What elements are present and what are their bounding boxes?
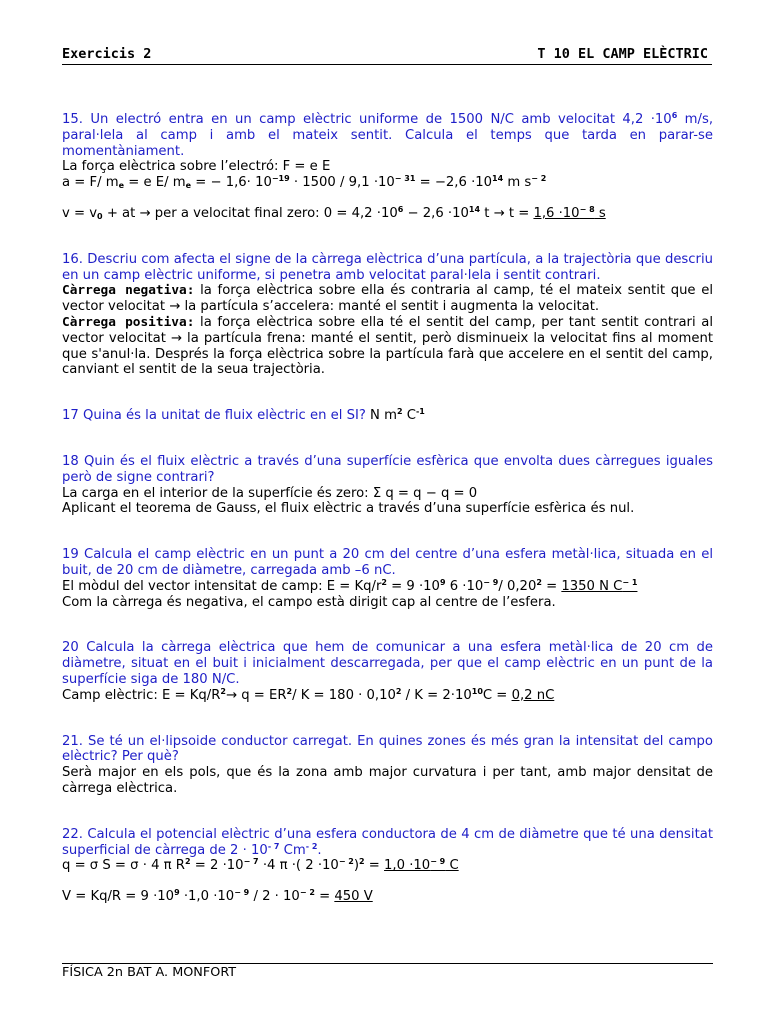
exercise-18 [62, 454, 713, 517]
exercise-20-result: 0,2 nC [511, 687, 555, 703]
exercise-19-answer-field: El mòdul del vector intensitat de camp: $E = Kq/r^2 = 9 \cdot 10^9$ $6 \cdot 10^{- 9}/$ $0,20^2 = 1350$ N $C^{- 1}$ [62, 577, 638, 594]
positive-charge-label: Càrrega positiva: [62, 314, 195, 330]
exercise-15-answer-force: La força elèctrica sobre l’electró: F = e E [62, 159, 331, 175]
exercise-16-question: 16. Descriu com afecta el signe de la càrrega elèctrica d’una partícula, a la trajectòria que descriu en un camp elèctric uniforme, si penetra amb velocitat paral·lela i sentit contrari. [62, 251, 713, 283]
exercise-19 [62, 547, 713, 610]
exercise-20 [62, 640, 713, 703]
exercise-22-potential-result: 450 V [334, 889, 373, 905]
exercise-16 [62, 252, 713, 378]
page-header [62, 47, 712, 65]
exercise-22-answer-charge: q = σ S = σ · 4 π $R^2 = 2 \cdot 10^{- 7} \cdot 4$ π ·( $2 \cdot 10^{- 2})^2 = 1,0 \cdot 10^{- 9}$ C [62, 857, 459, 874]
exercise-15-question: 15. Un electró entra en un camp elèctric uniforme de 1500 N/C amb velocitat $4,2 \cdot 10^6$ m/s, paral·lela al camp i amb el mateix sentit. Calcula el temps que tarda en parar-se momentàniament. [62, 111, 714, 159]
exercise-19-answer-direction: Com la càrrega és negativa, el campo està dirigit cap al centre de l’esfera. [62, 594, 556, 610]
page-footer [62, 963, 713, 981]
document-content [62, 112, 713, 935]
exercise-17-question: 17 Quina és la unitat de fluix elèctric en el SI? [62, 408, 366, 424]
exercise-22-answer-potential: $V = Kq/R = 9 \cdot 10^9 \cdot 1,0 \cdot 10^{- 9} / 2 \cdot 10^{- 2} = 450$ V [62, 888, 373, 905]
exercise-21-answer: Serà major en els pols, que és la zona amb major curvatura i per tant, amb major densitat de càrrega elèctrica. [62, 765, 713, 796]
header-unit-title: T 10 EL CAMP ELÈCTRIC [537, 46, 708, 62]
exercise-17 [62, 408, 713, 424]
exercise-19-result: 1350 N $C^{- 1}$ [561, 577, 638, 594]
exercise-18-question: 18 Quin és el fluix elèctric a través d’una superfície esfèrica que envolta dues càrregues iguales però de signe contrari? [62, 453, 713, 485]
exercise-16-answer-positive: Càrrega positiva: la força elèctrica sobre ella té el sentit del camp, per tant sentit contrari al vector velocitat → la partícula frena: manté el sentit, però disminueix la velocitat fins al moment que s'anul·la. Després la força elèctrica sobre la partícula farà que accelere en el sentit del camp, canviant el sentit de la seua trajectòria. [62, 314, 713, 378]
header-exercises-title: Exercicis 2 [62, 46, 152, 62]
exercise-20-answer: Camp elèctric: $E = Kq/R^2\to q = ER^2/$ $K = 180 \cdot 0,10^2 / K = 2\cdot 10^{10}C = 0,2$ nC [62, 686, 555, 703]
exercise-17-answer: N $m^2$ $C^{-1}$ [365, 407, 425, 424]
exercise-21 [62, 734, 713, 797]
exercise-22 [62, 827, 713, 905]
exercise-15-answer-time: $v = v_0$ + at → per a velocitat final zero: $0 = 4,2 \cdot 10^6 - 2,6 \cdot 10^{14}$ $t \to t = 1,6 \cdot 10^{- 8}$ s [62, 204, 606, 221]
exercise-22-charge-result: $1,0 \cdot 10^{- 9}$ C [384, 857, 459, 874]
exercise-18-answer-charge: La carga en el interior de la superfície és zero: Σ q = q − q = 0 [62, 485, 478, 501]
exercise-17-line [62, 408, 713, 424]
exercise-19-question: 19 Calcula el camp elèctric en un punt a 20 cm del centre d’una esfera metàl·lica, situada en el buit, de 20 cm de diàmetre, carregada amb –6 nC. [62, 547, 713, 578]
exercise-20-question: 20 Calcula la càrrega elèctrica que hem de comunicar a una esfera metàl·lica de 20 cm de diàmetre, situat en el buit i inicialment descarregada, per que el camp elèctric en un punt de la superfície siga de 180 N/C. [62, 640, 713, 687]
exercise-16-answer-negative: Càrrega negativa: la força elèctrica sobre ella és contraria al camp, té el mateix sentit que el vector velocitat → la partícula s’accelera: manté el sentit i augmenta la velocitat. [62, 283, 713, 315]
exercise-15 [62, 112, 713, 222]
exercise-21-question: 21. Se té un el·lipsoide conductor carregat. En quines zones és més gran la intensitat del campo elèctric? Per què? [62, 733, 713, 765]
negative-charge-label: Càrrega negativa: [62, 283, 195, 299]
exercise-15-answer-acceleration: a = F/ $m_e = e$ E/ $m_e$ = − $1,6\cdot 10^{-19} \cdot 1500 / 9,1 \cdot 10^{- 31} = -2,6 \cdot 10^{14}$ m $s^{- 2}$ [62, 174, 547, 191]
exercise-15-result: $1,6 \cdot 10^{- 8}$ s [533, 204, 606, 221]
footer-text: FÍSICA 2n BAT A. MONFORT [62, 965, 237, 980]
exercise-22-question: 22. Calcula el potencial elèctric d’una esfera conductora de 4 cm de diàmetre que té una densitat superficial de càrrega de $2 \cdot 10^{- 7}$ $Cm^{- 2}$. [62, 826, 713, 858]
exercise-18-answer-gauss: Aplicant el teorema de Gauss, el fluix elèctric a través d’una superfície esfèrica és nul. [62, 501, 635, 517]
